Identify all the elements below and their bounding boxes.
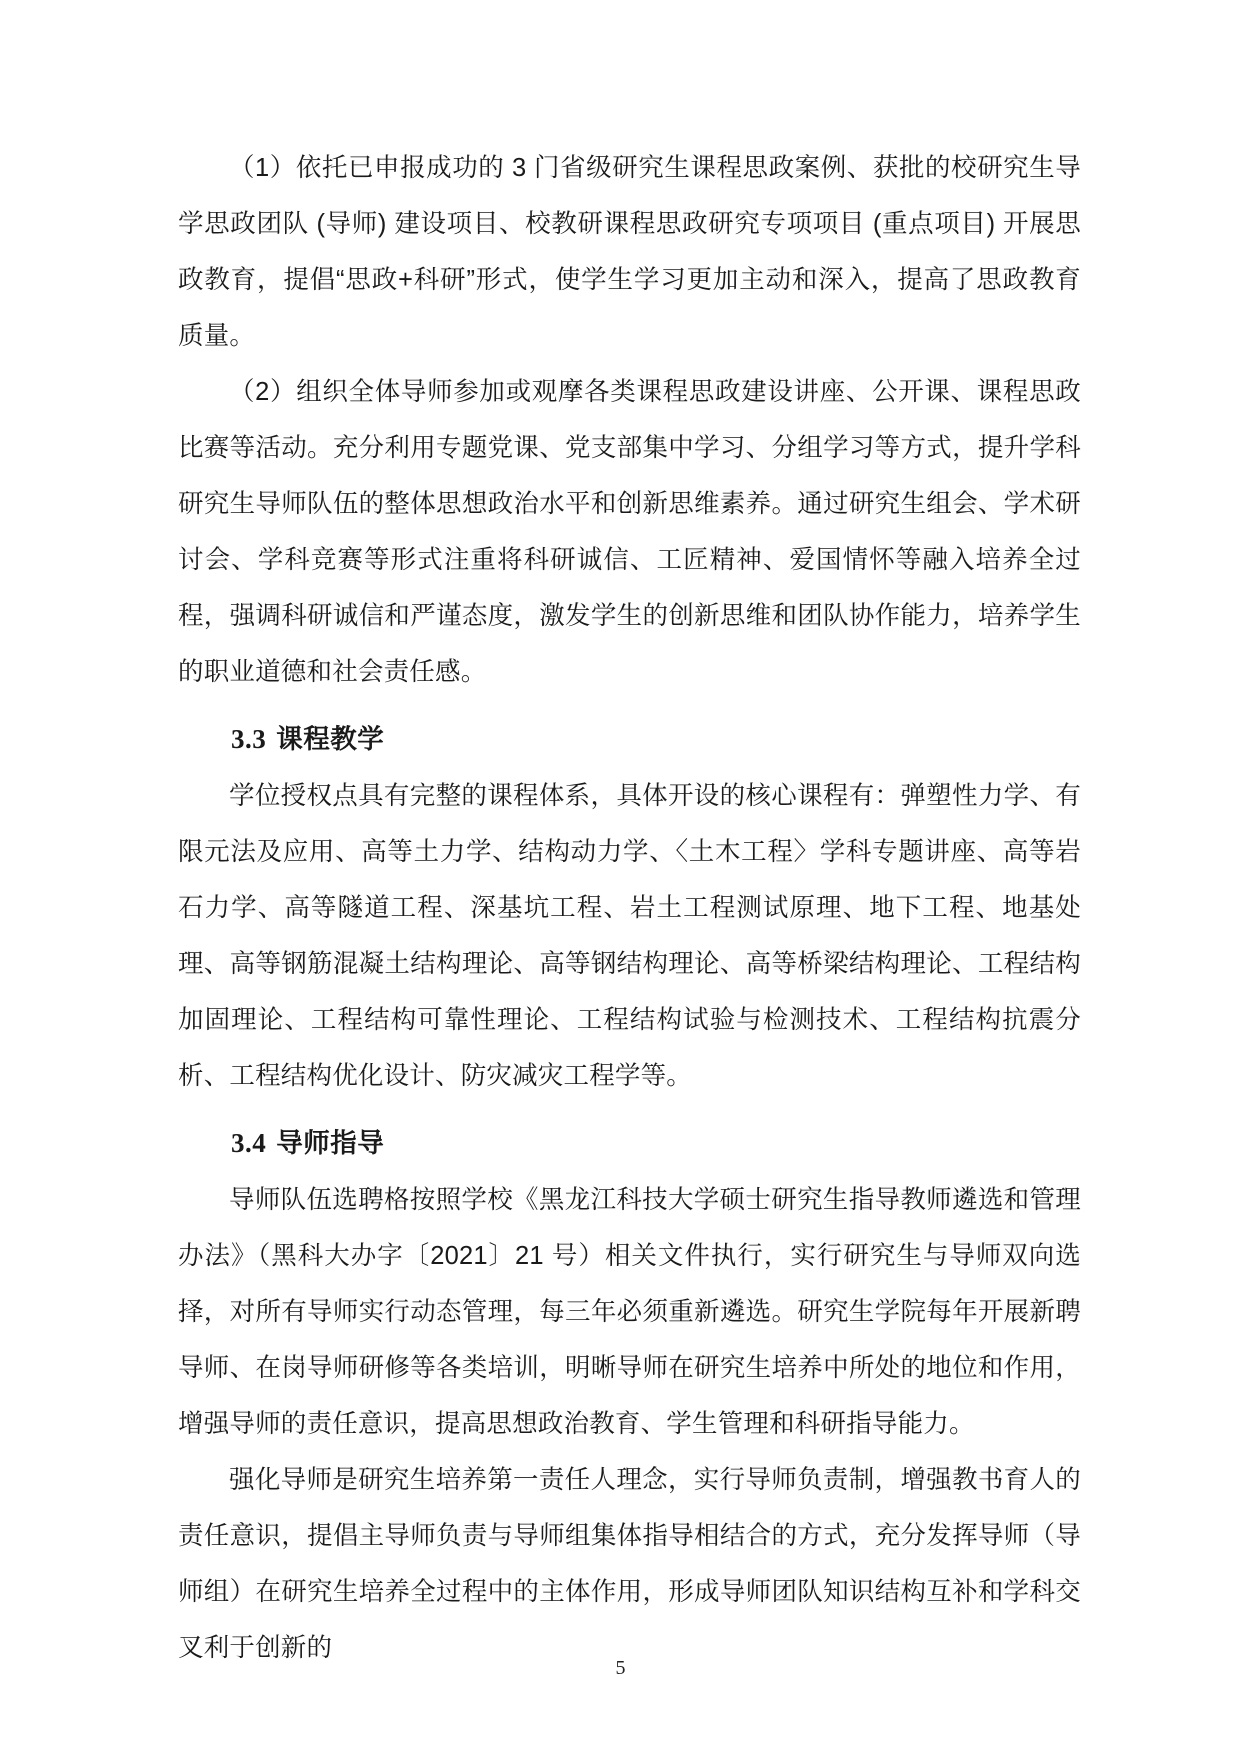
page-number: 5 — [615, 1657, 626, 1679]
paragraph-curriculum: 学位授权点具有完整的课程体系，具体开设的核心课程有：弹塑性力学、有限元法及应用、高等土力学、结构动力学、〈土木工程〉学科专题讲座、高等岩石力学、高等隧道工程、深基坑工程、岩土工程测试原理、地下工程、地基处理、高等钢筋混凝土结构理论、高等钢结构理论、高等桥梁结构理论、工程结构加固理论、工程结构可靠性理论、工程结构试验与检测技术、工程结构抗震分析、工程结构优化设计、防灾减灾工程学等。 — [178, 782, 1081, 1090]
heading-3-3-text: 课程教学 — [276, 724, 385, 754]
document-body — [178, 140, 1081, 1676]
paragraph-item-2: （2）组织全体导师参加或观摩各类课程思政建设讲座、公开课、课程思政比赛等活动。充分利用专题党课、党支部集中学习、分组学习等方式，提升学科研究生导师队伍的整体思想政治水平和创新思维素养。通过研究生组会、学术研讨会、学科竞赛等形式注重将科研诚信、工匠精神、爱国情怀等融入培养全过程，强调科研诚信和严谨态度，激发学生的创新思维和团队协作能力，培养学生的职业道德和社会责任感。 — [178, 378, 1081, 686]
heading-3-4 — [178, 1114, 1081, 1172]
paragraph-supervisor-selection: 导师队伍选聘格按照学校《黑龙江科技大学硕士研究生指导教师遴选和管理办法》（黑科大办字〔2021〕21 号）相关文件执行，实行研究生与导师双向选择，对所有导师实行动态管理，每三年必须重新遴选。研究生学院每年开展新聘导师、在岗导师研修等各类培训，明晰导师在研究生培养中所处的地位和作用，增强导师的责任意识，提高思想政治教育、学生管理和科研指导能力。 — [178, 1186, 1081, 1438]
heading-3-3-number: 3.3 — [231, 724, 267, 754]
heading-3-4-number: 3.4 — [231, 1128, 267, 1158]
paragraph-item-1: （1）依托已申报成功的 3 门省级研究生课程思政案例、获批的校研究生导学思政团队 (导师) 建设项目、校教研课程思政研究专项项目 (重点项目) 开展思政教育，提倡“思政+科研”形式，使学生学习更加主动和深入，提高了思政教育质量。 — [178, 154, 1081, 350]
heading-3-4-text: 导师指导 — [276, 1128, 385, 1158]
paragraph-supervisor-responsibility: 强化导师是研究生培养第一责任人理念，实行导师负责制，增强教书育人的责任意识，提倡主导师负责与导师组集体指导相结合的方式，充分发挥导师（导师组）在研究生培养全过程中的主体作用，形成导师团队知识结构互补和学科交叉利于创新的 — [178, 1466, 1081, 1662]
heading-3-3 — [178, 710, 1081, 768]
